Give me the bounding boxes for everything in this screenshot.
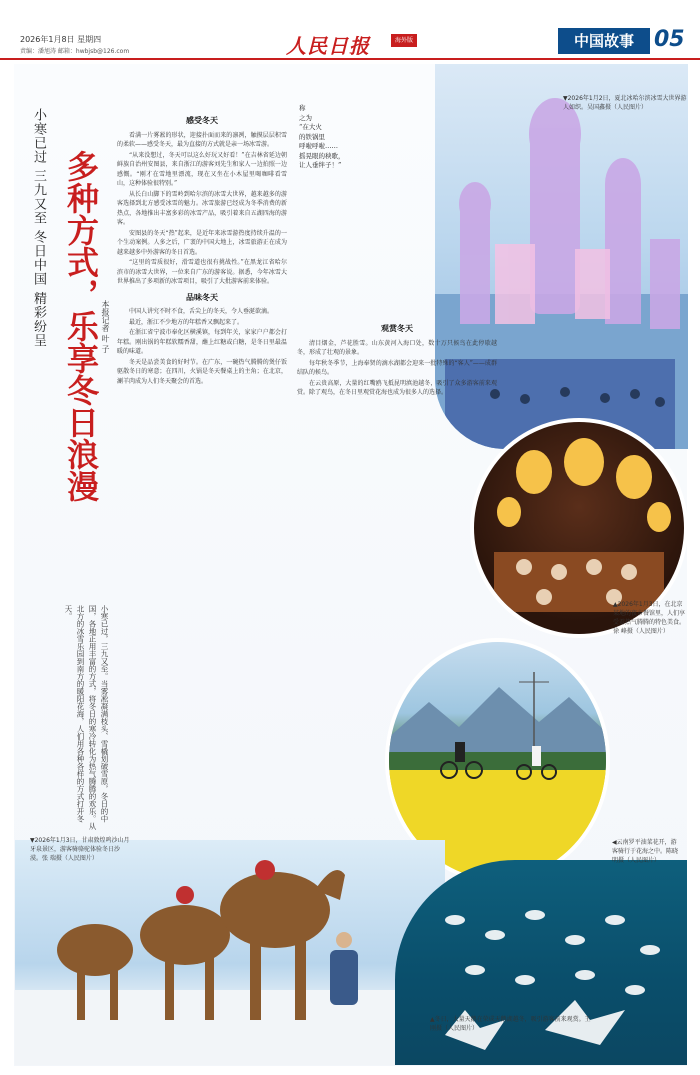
poem-excerpt: [299, 104, 379, 171]
article-title: 多种方式，乐享冬日浪漫: [62, 150, 100, 502]
section-banner: 中国故事: [558, 28, 650, 54]
photo-caption-restaurant: ▲2026年1月3日，在北京某地的夜市餐馆里，人们享受着热气腾腾的特色美食。徐 峰摄（人民图片）: [613, 601, 686, 635]
photo-caption-flower-field: ◀云南罗平油菜花开，游客骑行于花海之中。陈晓明摄（人民图片）: [612, 839, 679, 864]
article-byline: 本报记者 叶 子: [101, 300, 110, 354]
poem-line: 摇晃眼的秧歌，: [299, 151, 345, 160]
paragraph: 最近，浙江不少地方的年糕香又飘起来了。: [129, 318, 244, 326]
paragraph: 清目烟金，芦花胜雪。山东黄河入海口处，数十万只候鸟在此停歇越冬，形成了壮观的景象。: [297, 339, 497, 356]
paragraph: 在浙江省宁波市奉化区横溪镇，每到年关，家家户户都会打年糕。刚出锅的年糕软糯香甜，蘸上红糖或白糖，是冬日里最温暖的味道。: [117, 329, 287, 355]
swans-on-lake-photo: [395, 860, 687, 1065]
article-lede: 小寒已过，三九又至。当雾凇凝满枝头、雪橇划破雪原，冬日的中国，各地正用丰富的方式，将冬日的寒冷转化为热气腾腾的欢乐。从北方的冰雪乐园到南方的暖阳花海，人们用各种各样的方式打开冬天。: [64, 605, 109, 830]
paragraph: 从长白山脚下的雪岭到哈尔滨的冰雪大世界，越来越多的游客选择到北方感受冰雪的魅力。冰雪旅游已经成为冬季消费的新热点，各地推出丰富多彩的冰雪产品，吸引着来自五湖四海的游客。: [117, 190, 287, 226]
page-number: 05: [654, 27, 685, 52]
article-column-left: [117, 110, 287, 830]
paragraph: “从来没想过，冬天可以这么好玩又好看！”在吉林省延边朝鲜族自治州安图县，来自浙江的游客刘先生和家人一边拍照一边感慨。“刚才在雪地里漂流，现在又坐在小木屋里喝咖啡看雪山，这种体验很特别。”: [117, 151, 287, 187]
editor-info: 责编：潘旭涛 邮箱：hwbjsb@126.com: [20, 48, 130, 55]
paragraph: 每年秋冬季节，上海奉贤的滴水湖都会迎来一批特殊的“客人”——成群结队的候鸟。: [297, 359, 497, 376]
poem-line: 称: [299, 104, 306, 112]
edition-tag: 海外版: [391, 34, 417, 47]
photo-caption-ice-castle: ▼2026年1月2日，夏北冰哈尔滨冰雪大世界游人如织。吴国鑫摄（人民图片）: [563, 95, 687, 111]
page-header: [0, 0, 700, 60]
section-heading: 感受冬天: [186, 115, 218, 125]
section-heading: 观赏冬天: [381, 323, 413, 333]
paragraph: “这里的雪质很好，滑雪道也很有挑战性。”在黑龙江省哈尔滨市的冰雪大世界，一位来自广东的游客说。据悉，今年冰雪大世界推出了多项新的冰雪项目，吸引了大批游客前来体验。: [117, 259, 287, 285]
poem-line: 呼啦呼啦……: [299, 142, 338, 150]
paragraph: 中国人讲究不时不食，舌尖上的冬天，令人垂涎欲滴。: [129, 308, 274, 315]
poem-line: 的铁锅里: [299, 132, 325, 141]
poem-line: 之为: [299, 113, 312, 122]
paragraph: 安图县的冬天“热”起来，是近年来冰雪游热度持续升温的一个生动案例。人多之后，广袤的中国大地上，冰雪旅游正在成为越来越多中外游客的冬日首选。: [117, 229, 287, 256]
newspaper-logo: 人民日报: [286, 34, 370, 58]
photo-caption-swans: ▲冬日，大量天鹅在荣成天鹅湖越冬，吸引游客前来观赏。王 刚摄（人民图片）: [430, 1016, 591, 1032]
article-column-middle: [297, 318, 497, 618]
desert-camel-ride-photo: [15, 840, 445, 1065]
paragraph: 看满一片雾凇的形状，迎接扑面而来的凛冽，触摸层层积雪的柔软——感受冬天，最为直接的方式就是亲一场冰雪游。: [117, 131, 287, 148]
article-subtitle: 小寒已过 三九又至 冬日中国 精彩纷呈: [31, 108, 46, 348]
poem-line: 让人垂绊子！”: [299, 161, 342, 169]
section-heading: 品味冬天: [186, 291, 218, 302]
issue-date: 2026年1月8日 星期四: [20, 35, 102, 44]
paragraph: 冬天是品尝美食的好时节。在广东，一碗热气腾腾的煲仔饭驱散冬日的寒意；在四川，火锅是冬天餐桌上的主角；在北京，涮羊肉成为人们冬天聚会的首选。: [117, 358, 287, 385]
paragraph: 在云贵高原，大量的红嘴鸥飞抵昆明滇池越冬，吸引了众多游客前来观赏。除了观鸟，在冬日里观赏花海也成为很多人的选择。: [297, 379, 497, 396]
photo-caption-camel: ▼2026年1月3日，甘肃敦煌鸣沙山月牙泉景区，游客骑骆驼体验冬日沙漠。张 瑞摄（人民图片）: [30, 837, 130, 862]
poem-line: “在大火: [299, 123, 322, 131]
